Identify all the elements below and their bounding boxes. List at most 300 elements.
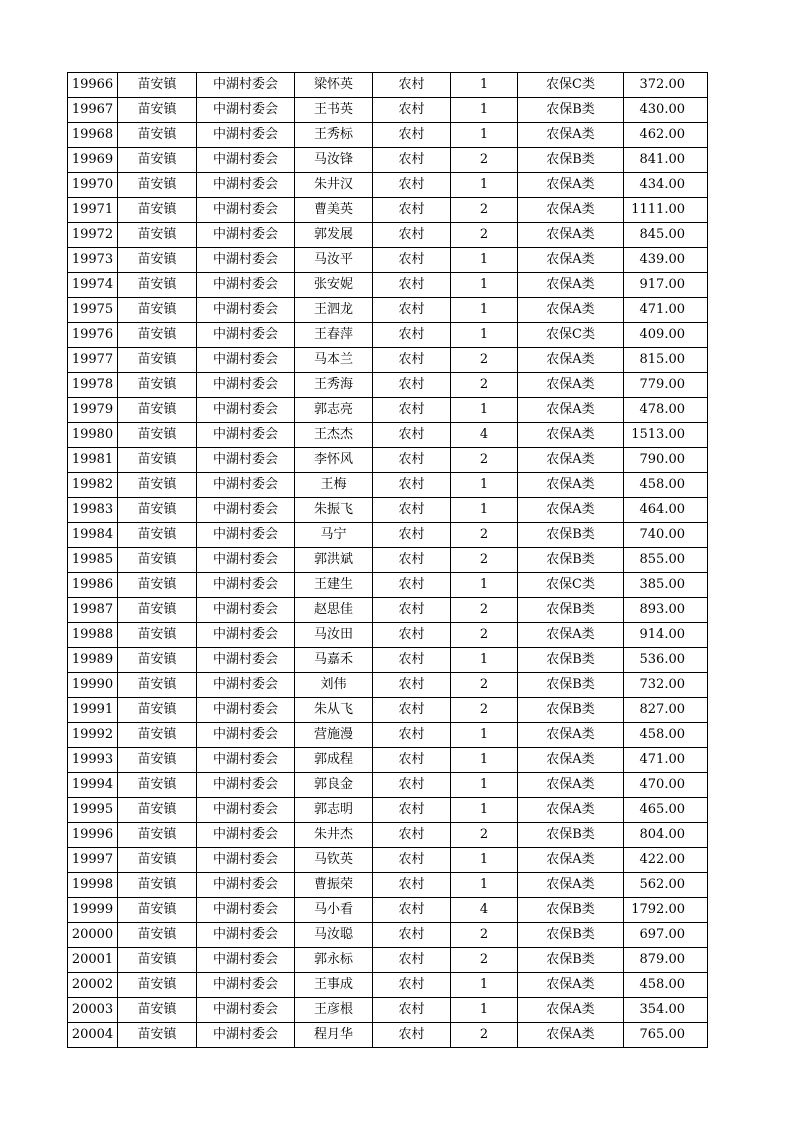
table-row [68, 298, 708, 323]
record-id-cell: 19978 [68, 373, 118, 398]
town-cell: 苗安镇 [118, 998, 197, 1023]
town-cell: 苗安镇 [118, 323, 197, 348]
village-committee-cell: 中湖村委会 [197, 198, 295, 223]
village-committee-cell: 中湖村委会 [197, 398, 295, 423]
town-cell: 苗安镇 [118, 1023, 197, 1048]
village-committee-cell: 中湖村委会 [197, 898, 295, 923]
village-committee-cell: 中湖村委会 [197, 173, 295, 198]
town-cell: 苗安镇 [118, 523, 197, 548]
record-id-cell: 19999 [68, 898, 118, 923]
household-size-cell: 1 [451, 473, 518, 498]
area-type-cell: 农村 [373, 823, 451, 848]
insurance-category-cell: 农保A类 [518, 273, 624, 298]
household-size-cell: 1 [451, 973, 518, 998]
area-type-cell: 农村 [373, 873, 451, 898]
village-committee-cell: 中湖村委会 [197, 348, 295, 373]
table-row [68, 223, 708, 248]
record-id-cell: 19971 [68, 198, 118, 223]
amount-cell: 385.00 [624, 573, 708, 598]
town-cell: 苗安镇 [118, 573, 197, 598]
record-id-cell: 19996 [68, 823, 118, 848]
table-row [68, 723, 708, 748]
village-committee-cell: 中湖村委会 [197, 773, 295, 798]
village-committee-cell: 中湖村委会 [197, 848, 295, 873]
insurance-category-cell: 农保C类 [518, 573, 624, 598]
town-cell: 苗安镇 [118, 923, 197, 948]
household-size-cell: 2 [451, 148, 518, 173]
amount-cell: 354.00 [624, 998, 708, 1023]
amount-cell: 879.00 [624, 948, 708, 973]
amount-cell: 845.00 [624, 223, 708, 248]
amount-cell: 914.00 [624, 623, 708, 648]
village-committee-cell: 中湖村委会 [197, 598, 295, 623]
household-size-cell: 1 [451, 123, 518, 148]
town-cell: 苗安镇 [118, 948, 197, 973]
table-row [68, 123, 708, 148]
record-id-cell: 19988 [68, 623, 118, 648]
town-cell: 苗安镇 [118, 498, 197, 523]
area-type-cell: 农村 [373, 473, 451, 498]
insurance-category-cell: 农保A类 [518, 848, 624, 873]
person-name-cell: 朱振飞 [295, 498, 373, 523]
table-row [68, 623, 708, 648]
village-committee-cell: 中湖村委会 [197, 323, 295, 348]
area-type-cell: 农村 [373, 748, 451, 773]
town-cell: 苗安镇 [118, 723, 197, 748]
household-size-cell: 2 [451, 198, 518, 223]
town-cell: 苗安镇 [118, 748, 197, 773]
person-name-cell: 营施漫 [295, 723, 373, 748]
village-committee-cell: 中湖村委会 [197, 948, 295, 973]
village-committee-cell: 中湖村委会 [197, 123, 295, 148]
table-row [68, 73, 708, 98]
person-name-cell: 曹振荣 [295, 873, 373, 898]
household-size-cell: 4 [451, 423, 518, 448]
record-id-cell: 19995 [68, 798, 118, 823]
town-cell: 苗安镇 [118, 848, 197, 873]
amount-cell: 372.00 [624, 73, 708, 98]
record-id-cell: 19968 [68, 123, 118, 148]
table-row [68, 423, 708, 448]
household-size-cell: 1 [451, 848, 518, 873]
record-id-cell: 19981 [68, 448, 118, 473]
household-size-cell: 2 [451, 448, 518, 473]
amount-cell: 471.00 [624, 748, 708, 773]
household-size-cell: 1 [451, 323, 518, 348]
area-type-cell: 农村 [373, 623, 451, 648]
person-name-cell: 马汝锋 [295, 148, 373, 173]
village-committee-cell: 中湖村委会 [197, 573, 295, 598]
record-id-cell: 20003 [68, 998, 118, 1023]
person-name-cell: 马汝平 [295, 248, 373, 273]
town-cell: 苗安镇 [118, 623, 197, 648]
person-name-cell: 王书英 [295, 98, 373, 123]
record-id-cell: 20001 [68, 948, 118, 973]
area-type-cell: 农村 [373, 573, 451, 598]
area-type-cell: 农村 [373, 848, 451, 873]
record-id-cell: 19986 [68, 573, 118, 598]
household-size-cell: 2 [451, 548, 518, 573]
amount-cell: 779.00 [624, 373, 708, 398]
village-committee-cell: 中湖村委会 [197, 223, 295, 248]
insurance-category-cell: 农保C类 [518, 323, 624, 348]
person-name-cell: 曹美英 [295, 198, 373, 223]
table-row [68, 798, 708, 823]
area-type-cell: 农村 [373, 373, 451, 398]
amount-cell: 470.00 [624, 773, 708, 798]
village-committee-cell: 中湖村委会 [197, 923, 295, 948]
amount-cell: 1111.00 [624, 198, 708, 223]
household-size-cell: 2 [451, 673, 518, 698]
person-name-cell: 马钦英 [295, 848, 373, 873]
village-committee-cell: 中湖村委会 [197, 273, 295, 298]
person-name-cell: 刘伟 [295, 673, 373, 698]
town-cell: 苗安镇 [118, 298, 197, 323]
record-id-cell: 19991 [68, 698, 118, 723]
insurance-category-cell: 农保A类 [518, 423, 624, 448]
record-id-cell: 19967 [68, 98, 118, 123]
person-name-cell: 朱井汉 [295, 173, 373, 198]
area-type-cell: 农村 [373, 898, 451, 923]
village-committee-cell: 中湖村委会 [197, 673, 295, 698]
person-name-cell: 王梅 [295, 473, 373, 498]
amount-cell: 841.00 [624, 148, 708, 173]
insurance-category-cell: 农保B类 [518, 698, 624, 723]
town-cell: 苗安镇 [118, 423, 197, 448]
table-row [68, 448, 708, 473]
insurance-category-cell: 农保A类 [518, 248, 624, 273]
area-type-cell: 农村 [373, 948, 451, 973]
town-cell: 苗安镇 [118, 648, 197, 673]
town-cell: 苗安镇 [118, 123, 197, 148]
household-size-cell: 2 [451, 223, 518, 248]
table-row [68, 923, 708, 948]
village-committee-cell: 中湖村委会 [197, 298, 295, 323]
insurance-category-cell: 农保A类 [518, 298, 624, 323]
household-size-cell: 1 [451, 298, 518, 323]
household-size-cell: 2 [451, 823, 518, 848]
table-row [68, 598, 708, 623]
table-row [68, 273, 708, 298]
person-name-cell: 马宁 [295, 523, 373, 548]
record-id-cell: 19980 [68, 423, 118, 448]
insurance-category-cell: 农保A类 [518, 123, 624, 148]
household-size-cell: 2 [451, 373, 518, 398]
table-row [68, 698, 708, 723]
table-row [68, 823, 708, 848]
amount-cell: 462.00 [624, 123, 708, 148]
person-name-cell: 李怀风 [295, 448, 373, 473]
record-id-cell: 19976 [68, 323, 118, 348]
record-id-cell: 19997 [68, 848, 118, 873]
record-id-cell: 19975 [68, 298, 118, 323]
amount-cell: 855.00 [624, 548, 708, 573]
record-id-cell: 19990 [68, 673, 118, 698]
town-cell: 苗安镇 [118, 223, 197, 248]
household-size-cell: 2 [451, 523, 518, 548]
amount-cell: 458.00 [624, 723, 708, 748]
town-cell: 苗安镇 [118, 148, 197, 173]
village-committee-cell: 中湖村委会 [197, 73, 295, 98]
table-row [68, 748, 708, 773]
table-row [68, 573, 708, 598]
table-row [68, 773, 708, 798]
table-row [68, 323, 708, 348]
area-type-cell: 农村 [373, 398, 451, 423]
household-size-cell: 1 [451, 873, 518, 898]
person-name-cell: 王春萍 [295, 323, 373, 348]
household-size-cell: 1 [451, 273, 518, 298]
record-id-cell: 19987 [68, 598, 118, 623]
village-committee-cell: 中湖村委会 [197, 423, 295, 448]
town-cell: 苗安镇 [118, 473, 197, 498]
village-committee-cell: 中湖村委会 [197, 148, 295, 173]
insurance-category-cell: 农保C类 [518, 73, 624, 98]
area-type-cell: 农村 [373, 148, 451, 173]
town-cell: 苗安镇 [118, 773, 197, 798]
amount-cell: 422.00 [624, 848, 708, 873]
town-cell: 苗安镇 [118, 973, 197, 998]
town-cell: 苗安镇 [118, 798, 197, 823]
person-name-cell: 马嘉禾 [295, 648, 373, 673]
person-name-cell: 程月华 [295, 1023, 373, 1048]
town-cell: 苗安镇 [118, 373, 197, 398]
area-type-cell: 农村 [373, 773, 451, 798]
record-id-cell: 20002 [68, 973, 118, 998]
area-type-cell: 农村 [373, 498, 451, 523]
table-row [68, 248, 708, 273]
insurance-category-cell: 农保A类 [518, 973, 624, 998]
town-cell: 苗安镇 [118, 598, 197, 623]
insurance-category-cell: 农保B类 [518, 98, 624, 123]
amount-cell: 464.00 [624, 498, 708, 523]
town-cell: 苗安镇 [118, 448, 197, 473]
person-name-cell: 郭发展 [295, 223, 373, 248]
amount-cell: 1513.00 [624, 423, 708, 448]
person-name-cell: 郭良金 [295, 773, 373, 798]
town-cell: 苗安镇 [118, 823, 197, 848]
town-cell: 苗安镇 [118, 248, 197, 273]
area-type-cell: 农村 [373, 723, 451, 748]
insurance-category-cell: 农保B类 [518, 148, 624, 173]
record-id-cell: 19977 [68, 348, 118, 373]
household-size-cell: 2 [451, 923, 518, 948]
amount-cell: 1792.00 [624, 898, 708, 923]
table-row [68, 648, 708, 673]
record-id-cell: 20000 [68, 923, 118, 948]
table-row [68, 98, 708, 123]
person-name-cell: 朱井杰 [295, 823, 373, 848]
table-row [68, 398, 708, 423]
village-committee-cell: 中湖村委会 [197, 248, 295, 273]
household-size-cell: 2 [451, 698, 518, 723]
amount-cell: 893.00 [624, 598, 708, 623]
village-committee-cell: 中湖村委会 [197, 1023, 295, 1048]
person-name-cell: 王秀标 [295, 123, 373, 148]
records-table [67, 72, 708, 1048]
insurance-category-cell: 农保A类 [518, 1023, 624, 1048]
insurance-category-cell: 农保B类 [518, 823, 624, 848]
table-row [68, 873, 708, 898]
insurance-category-cell: 农保B类 [518, 673, 624, 698]
town-cell: 苗安镇 [118, 548, 197, 573]
area-type-cell: 农村 [373, 673, 451, 698]
area-type-cell: 农村 [373, 1023, 451, 1048]
person-name-cell: 赵思佳 [295, 598, 373, 623]
table-row [68, 348, 708, 373]
town-cell: 苗安镇 [118, 698, 197, 723]
area-type-cell: 农村 [373, 648, 451, 673]
area-type-cell: 农村 [373, 348, 451, 373]
amount-cell: 471.00 [624, 298, 708, 323]
amount-cell: 740.00 [624, 523, 708, 548]
village-committee-cell: 中湖村委会 [197, 998, 295, 1023]
table-row [68, 148, 708, 173]
area-type-cell: 农村 [373, 448, 451, 473]
record-id-cell: 19970 [68, 173, 118, 198]
village-committee-cell: 中湖村委会 [197, 523, 295, 548]
area-type-cell: 农村 [373, 523, 451, 548]
person-name-cell: 马汝聪 [295, 923, 373, 948]
area-type-cell: 农村 [373, 423, 451, 448]
insurance-category-cell: 农保A类 [518, 748, 624, 773]
person-name-cell: 王泗龙 [295, 298, 373, 323]
village-committee-cell: 中湖村委会 [197, 698, 295, 723]
person-name-cell: 马本兰 [295, 348, 373, 373]
village-committee-cell: 中湖村委会 [197, 98, 295, 123]
insurance-category-cell: 农保A类 [518, 873, 624, 898]
area-type-cell: 农村 [373, 698, 451, 723]
person-name-cell: 王建生 [295, 573, 373, 598]
table-row [68, 173, 708, 198]
household-size-cell: 2 [451, 348, 518, 373]
insurance-category-cell: 农保A类 [518, 448, 624, 473]
area-type-cell: 农村 [373, 298, 451, 323]
town-cell: 苗安镇 [118, 173, 197, 198]
village-committee-cell: 中湖村委会 [197, 823, 295, 848]
table-row [68, 498, 708, 523]
household-size-cell: 1 [451, 498, 518, 523]
table-row [68, 973, 708, 998]
insurance-category-cell: 农保B类 [518, 948, 624, 973]
village-committee-cell: 中湖村委会 [197, 648, 295, 673]
amount-cell: 697.00 [624, 923, 708, 948]
household-size-cell: 1 [451, 173, 518, 198]
record-id-cell: 19979 [68, 398, 118, 423]
area-type-cell: 农村 [373, 973, 451, 998]
town-cell: 苗安镇 [118, 898, 197, 923]
insurance-category-cell: 农保B类 [518, 523, 624, 548]
insurance-category-cell: 农保B类 [518, 898, 624, 923]
household-size-cell: 1 [451, 98, 518, 123]
household-size-cell: 1 [451, 748, 518, 773]
insurance-category-cell: 农保A类 [518, 723, 624, 748]
village-committee-cell: 中湖村委会 [197, 623, 295, 648]
record-id-cell: 19985 [68, 548, 118, 573]
insurance-category-cell: 农保A类 [518, 348, 624, 373]
amount-cell: 827.00 [624, 698, 708, 723]
insurance-category-cell: 农保B类 [518, 598, 624, 623]
amount-cell: 430.00 [624, 98, 708, 123]
person-name-cell: 郭志亮 [295, 398, 373, 423]
record-id-cell: 19974 [68, 273, 118, 298]
record-id-cell: 19972 [68, 223, 118, 248]
village-committee-cell: 中湖村委会 [197, 548, 295, 573]
town-cell: 苗安镇 [118, 273, 197, 298]
town-cell: 苗安镇 [118, 398, 197, 423]
person-name-cell: 郭永标 [295, 948, 373, 973]
amount-cell: 815.00 [624, 348, 708, 373]
area-type-cell: 农村 [373, 223, 451, 248]
person-name-cell: 朱从飞 [295, 698, 373, 723]
amount-cell: 409.00 [624, 323, 708, 348]
area-type-cell: 农村 [373, 323, 451, 348]
area-type-cell: 农村 [373, 173, 451, 198]
town-cell: 苗安镇 [118, 198, 197, 223]
table-row [68, 673, 708, 698]
area-type-cell: 农村 [373, 548, 451, 573]
person-name-cell: 梁怀英 [295, 73, 373, 98]
record-id-cell: 19973 [68, 248, 118, 273]
record-id-cell: 20004 [68, 1023, 118, 1048]
table-row [68, 523, 708, 548]
table-row [68, 848, 708, 873]
village-committee-cell: 中湖村委会 [197, 798, 295, 823]
household-size-cell: 2 [451, 948, 518, 973]
record-id-cell: 19966 [68, 73, 118, 98]
household-size-cell: 1 [451, 998, 518, 1023]
household-size-cell: 1 [451, 573, 518, 598]
person-name-cell: 王彦根 [295, 998, 373, 1023]
table-row [68, 998, 708, 1023]
area-type-cell: 农村 [373, 73, 451, 98]
person-name-cell: 马小看 [295, 898, 373, 923]
village-committee-cell: 中湖村委会 [197, 373, 295, 398]
person-name-cell: 郭洪斌 [295, 548, 373, 573]
person-name-cell: 王杰杰 [295, 423, 373, 448]
household-size-cell: 2 [451, 623, 518, 648]
town-cell: 苗安镇 [118, 348, 197, 373]
amount-cell: 465.00 [624, 798, 708, 823]
record-id-cell: 19994 [68, 773, 118, 798]
household-size-cell: 1 [451, 773, 518, 798]
household-size-cell: 1 [451, 398, 518, 423]
person-name-cell: 王事成 [295, 973, 373, 998]
insurance-category-cell: 农保A类 [518, 473, 624, 498]
person-name-cell: 王秀海 [295, 373, 373, 398]
village-committee-cell: 中湖村委会 [197, 748, 295, 773]
insurance-category-cell: 农保A类 [518, 998, 624, 1023]
village-committee-cell: 中湖村委会 [197, 473, 295, 498]
amount-cell: 536.00 [624, 648, 708, 673]
table-row [68, 1023, 708, 1048]
insurance-category-cell: 农保A类 [518, 173, 624, 198]
insurance-category-cell: 农保B类 [518, 548, 624, 573]
area-type-cell: 农村 [373, 198, 451, 223]
amount-cell: 790.00 [624, 448, 708, 473]
household-size-cell: 1 [451, 723, 518, 748]
household-size-cell: 1 [451, 248, 518, 273]
table-row [68, 198, 708, 223]
insurance-category-cell: 农保A类 [518, 623, 624, 648]
amount-cell: 765.00 [624, 1023, 708, 1048]
amount-cell: 439.00 [624, 248, 708, 273]
table-row [68, 948, 708, 973]
village-committee-cell: 中湖村委会 [197, 723, 295, 748]
table-row [68, 898, 708, 923]
person-name-cell: 郭成程 [295, 748, 373, 773]
record-id-cell: 19983 [68, 498, 118, 523]
